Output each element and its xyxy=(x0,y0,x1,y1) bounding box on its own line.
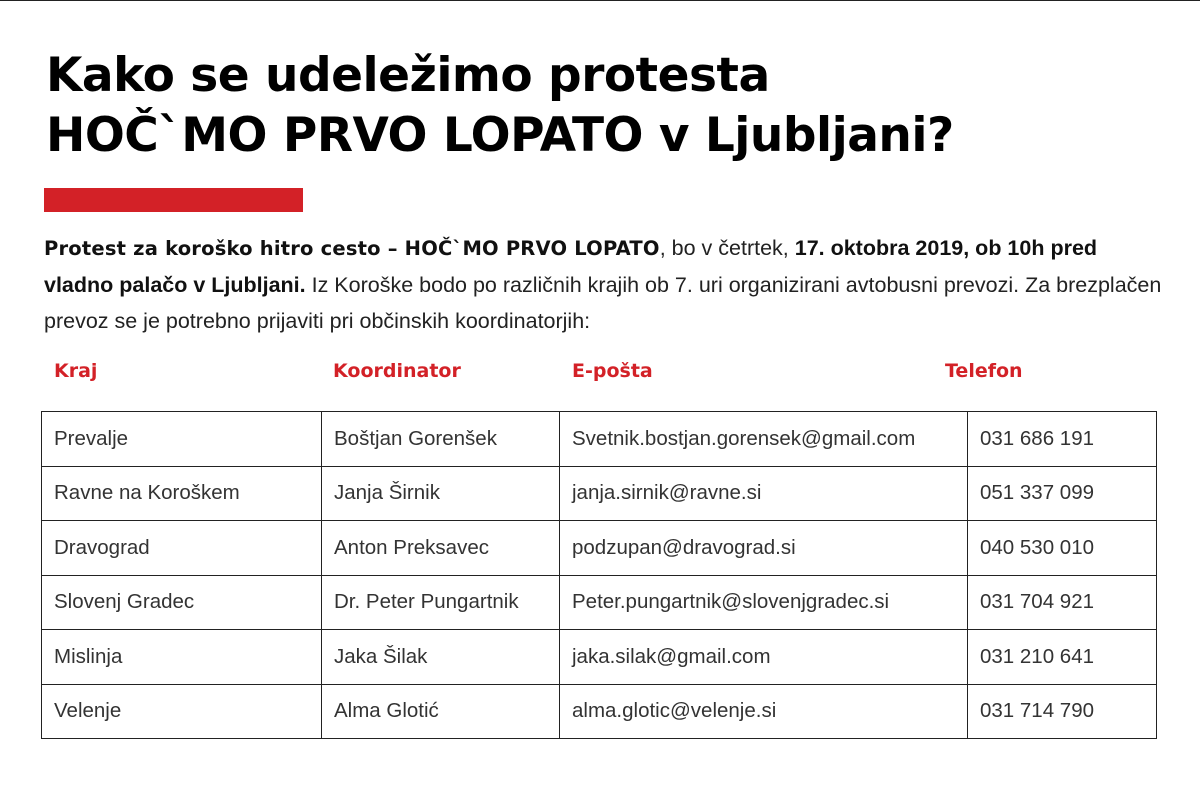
cell-kraj: Prevalje xyxy=(42,412,322,467)
cell-eposta: Svetnik.bostjan.gorensek@gmail.com xyxy=(560,412,968,467)
intro-paragraph xyxy=(44,230,1164,339)
page-title xyxy=(46,46,954,166)
table-row xyxy=(42,684,1157,739)
intro-date: 17. oktobra 2019, ob 10h pred vladno palačo v Ljubljani. xyxy=(44,236,1098,297)
cell-eposta: podzupan@dravograd.si xyxy=(560,521,968,576)
column-header-eposta: E-pošta xyxy=(572,360,653,382)
cell-telefon: 031 210 641 xyxy=(968,630,1157,685)
cell-telefon: 031 714 790 xyxy=(968,684,1157,739)
column-header-koordinator: Koordinator xyxy=(333,360,461,382)
cell-kraj: Slovenj Gradec xyxy=(42,575,322,630)
title-line-1: Kako se udeležimo protesta xyxy=(46,48,770,103)
column-header-kraj: Kraj xyxy=(54,360,98,382)
cell-kraj: Dravograd xyxy=(42,521,322,576)
cell-kraj: Mislinja xyxy=(42,630,322,685)
table-row xyxy=(42,412,1157,467)
cell-telefon: 040 530 010 xyxy=(968,521,1157,576)
cell-koordinator: Alma Glotić xyxy=(322,684,560,739)
intro-text-1: , bo v četrtek, xyxy=(659,236,795,260)
table-row xyxy=(42,466,1157,521)
cell-koordinator: Boštjan Gorenšek xyxy=(322,412,560,467)
cell-kraj: Ravne na Koroškem xyxy=(42,466,322,521)
intro-heading: Protest za koroško hitro cesto – HOČ`MO PRVO LOPATO xyxy=(44,237,660,260)
cell-koordinator: Janja Širnik xyxy=(322,466,560,521)
accent-bar xyxy=(44,188,303,212)
intro-text-2: Iz Koroške bodo po različnih krajih ob 7. uri organizirani avtobusni prevozi. Za brezplačen prevoz se je potrebno prijaviti pri občinskih koordinatorjih: xyxy=(44,273,1162,333)
table-row xyxy=(42,521,1157,576)
cell-telefon: 051 337 099 xyxy=(968,466,1157,521)
cell-koordinator: Anton Preksavec xyxy=(322,521,560,576)
cell-eposta: jaka.silak@gmail.com xyxy=(560,630,968,685)
cell-koordinator: Jaka Šilak xyxy=(322,630,560,685)
column-header-telefon: Telefon xyxy=(945,360,1023,382)
cell-koordinator: Dr. Peter Pungartnik xyxy=(322,575,560,630)
cell-telefon: 031 704 921 xyxy=(968,575,1157,630)
table-row xyxy=(42,630,1157,685)
cell-eposta: janja.sirnik@ravne.si xyxy=(560,466,968,521)
table-row xyxy=(42,575,1157,630)
coordinators-table xyxy=(41,411,1157,739)
cell-eposta: Peter.pungartnik@slovenjgradec.si xyxy=(560,575,968,630)
title-line-2: HOČ`MO PRVO LOPATO v Ljubljani? xyxy=(46,108,954,163)
cell-kraj: Velenje xyxy=(42,684,322,739)
cell-eposta: alma.glotic@velenje.si xyxy=(560,684,968,739)
cell-telefon: 031 686 191 xyxy=(968,412,1157,467)
top-border xyxy=(0,0,1200,1)
